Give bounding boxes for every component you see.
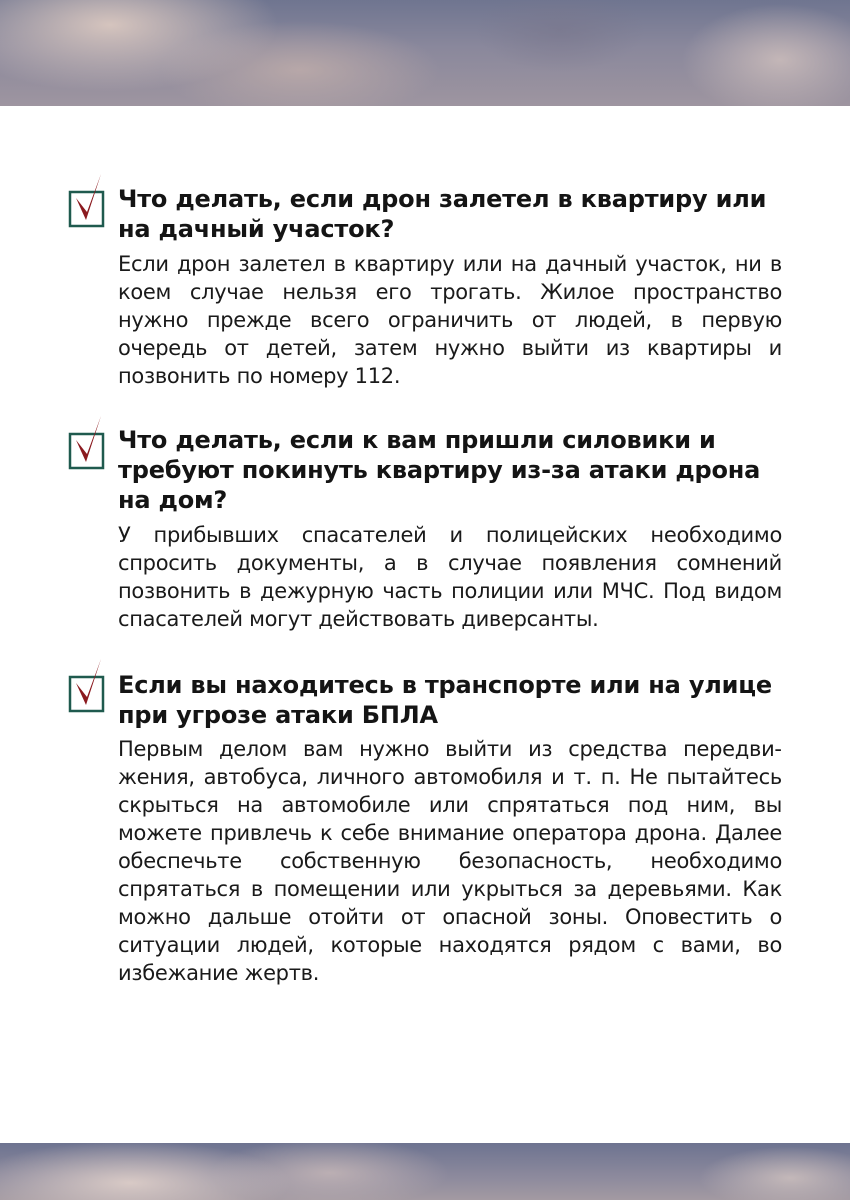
section-title: Что делать, если к вам пришли силовики и требуют покинуть квартиру из-за атаки дрона на дом? bbox=[118, 426, 761, 514]
section-body: У прибывших спасателей и полицейских необходимо спросить документы, а в случае появления сомнений позвонить в дежурную часть полиции или МЧС. Под видом спасателей могут действовать диверсанты. bbox=[118, 523, 782, 631]
checkbox-check-icon bbox=[68, 657, 108, 705]
checkbox-check-icon bbox=[68, 414, 108, 462]
header-sky-image bbox=[0, 0, 850, 106]
checkbox-check-icon bbox=[68, 172, 108, 220]
section-title: Что делать, если дрон залетел в квартиру или на дачный участок? bbox=[118, 185, 767, 243]
section-body: Первым делом вам нужно выйти из средства передвижения, автобуса, личного автомобиля и т. п. Не пытайтесь скрыться на автомобиле или спрятаться под ним, вы можете привлечь к себе внимание оператора дрона. Далее обеспечьте собственную безопасность, необходимо спрятаться в помещении или укрыться за деревьями. Как можно дальше отойти от опасной зоны. Оповестить о ситуации людей, которые находятся рядом с вами, во избежание жертв. bbox=[118, 737, 782, 985]
section-title: Если вы находитесь в транспорте или на улице при угрозе атаки БПЛА bbox=[118, 671, 772, 729]
section-body: Если дрон залетел в квартиру или на дачный участок, ни в коем случае нельзя его трогать. Жилое пространство нужно прежде всего ограничить от людей, в первую очередь от детей, затем нужно выйти из квартиры и позвонить по номеру 112. bbox=[118, 252, 782, 388]
footer-sky-image bbox=[0, 1143, 850, 1200]
